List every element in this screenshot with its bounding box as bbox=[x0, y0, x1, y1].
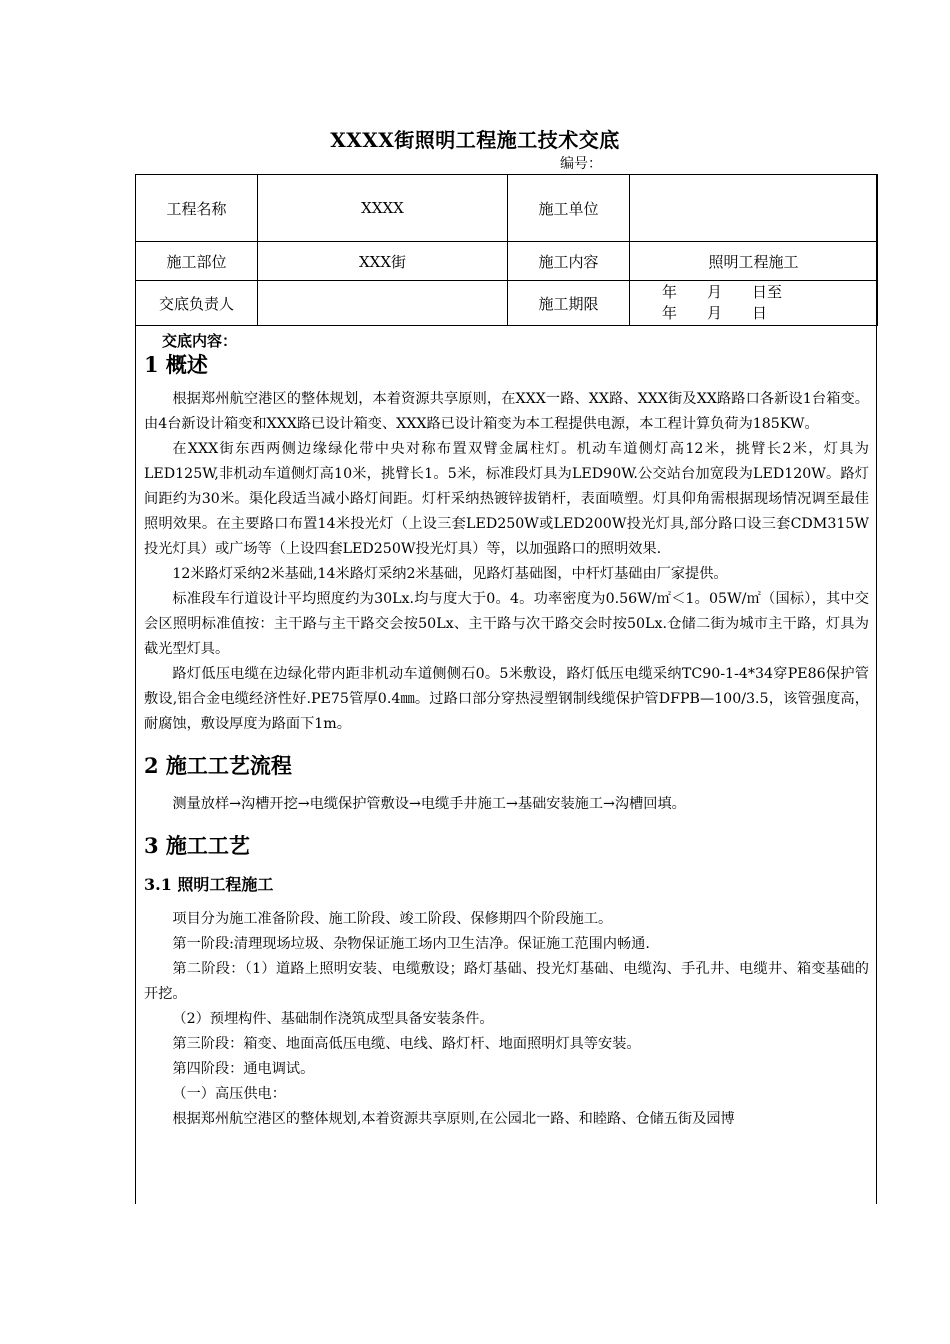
location-value: XXX街 bbox=[258, 242, 508, 281]
table-row bbox=[136, 242, 878, 281]
document-number-label: 编号： bbox=[560, 156, 602, 172]
section-1-heading: 1 概述 bbox=[144, 352, 208, 377]
project-name-label: 工程名称 bbox=[136, 175, 258, 242]
content-label: 交底内容： bbox=[162, 332, 238, 350]
scope-value: 照明工程施工 bbox=[630, 242, 878, 281]
section-3-paragraph: 第三阶段：箱变、地面高低压电缆、电线、路灯杆、地面照明灯具等安装。 bbox=[172, 1036, 641, 1052]
contractor-label: 施工单位 bbox=[508, 175, 630, 242]
section-3-paragraph: （2）预埋构件、基础制作浇筑成型具备安装条件。 bbox=[172, 1011, 494, 1027]
period-start: 年 月 日至 bbox=[662, 283, 783, 301]
section-2-heading: 2 施工工艺流程 bbox=[144, 753, 292, 778]
section-1-paragraph: 标准段车行道设计平均照度约为30Lx.均与度大于0。4。功率密度为0.56W/㎡＜1。05W/㎡（国标），其中交会区照明标准值按：主干路与主干路交会按50Lx、主干路与次干路交会时按50Lx.仓储二街为城市主干路，灯具为截光型灯具。 bbox=[144, 591, 869, 657]
section-3-paragraph: 项目分为施工准备阶段、施工阶段、竣工阶段、保修期四个阶段施工。 bbox=[172, 911, 613, 927]
table-row bbox=[136, 175, 878, 242]
scope-label: 施工内容 bbox=[508, 242, 630, 281]
owner-value bbox=[258, 281, 508, 326]
section-1-paragraph: 路灯低压电缆在边绿化带内距非机动车道侧侧石0。5米敷设，路灯低压电缆采纳TC90-1-4*34穿PE86保护管敷设,铝合金电缆经济性好.PE75管厚0.4㎜。过路口部分穿热浸塑钢制线缆保护管DFPB—100/3.5，该管强度高，耐腐蚀，敷设厚度为路面下1m。 bbox=[144, 666, 869, 732]
section-2-paragraph: 测量放样→沟槽开挖→电缆保护管敷设→电缆手井施工→基础安装施工→沟槽回填。 bbox=[172, 796, 686, 812]
project-info-table bbox=[135, 174, 878, 326]
section-3-paragraph: 第一阶段:清理现场垃圾、杂物保证施工场内卫生洁净。保证施工范围内畅通. bbox=[172, 936, 650, 952]
project-name-value: XXXX bbox=[258, 175, 508, 242]
period-end: 年 月 日 bbox=[662, 304, 768, 322]
period-label: 施工期限 bbox=[508, 281, 630, 326]
table-row bbox=[136, 281, 878, 326]
section-3-paragraph: （一）高压供电： bbox=[172, 1086, 286, 1102]
contractor-value bbox=[630, 175, 878, 242]
section-1-paragraph: 根据郑州航空港区的整体规划，本着资源共享原则，在XXX一路、XX路、XXX街及XX路路口各新设1台箱变。由4台新设计箱变和XXX路已设计箱变、XXX路已设计箱变为本工程提供电源，本工程计算负荷为185KW。 bbox=[144, 391, 869, 432]
owner-label: 交底负责人 bbox=[136, 281, 258, 326]
document-title: XXXX街照明工程施工技术交底 bbox=[330, 128, 620, 152]
location-label: 施工部位 bbox=[136, 242, 258, 281]
section-3-paragraph: 第二阶段：（1）道路上照明安装、电缆敷设；路灯基础、投光灯基础、电缆沟、手孔井、电缆井、箱变基础的开挖。 bbox=[144, 961, 869, 1002]
section-3-paragraph: 根据郑州航空港区的整体规划,本着资源共享原则,在公园北一路、和睦路、仓储五街及园博 bbox=[172, 1111, 735, 1127]
briefing-content bbox=[144, 330, 869, 1132]
section-3-heading: 3 施工工艺 bbox=[144, 833, 250, 858]
section-1-paragraph: 在XXX街东西两侧边缘绿化带中央对称布置双臂金属柱灯。机动车道侧灯高12米，挑臂长2米，灯具为LED125W,非机动车道侧灯高10米，挑臂长1。5米，标准段灯具为LED90W.公交站台加宽段为LED120W。路灯间距约为30米。渠化段适当减小路灯间距。灯杆采纳热镀锌拔销杆，表面喷塑。灯具仰角需根据现场情况调至最佳照明效果。在主要路口布置14米投光灯（上设三套LED250W或LED200W投光灯具,部分路口设三套CDM315W投光灯具）或广场等（上设四套LED250W投光灯具）等，以加强路口的照明效果. bbox=[144, 441, 869, 557]
period-value bbox=[630, 281, 878, 326]
section-1-paragraph: 12米路灯采纳2米基础,14米路灯采纳2米基础，见路灯基础图，中杆灯基础由厂家提供。 bbox=[172, 566, 728, 582]
section-3-paragraph: 第四阶段：通电调试。 bbox=[172, 1061, 315, 1077]
section-3-1-heading: 3.1 照明工程施工 bbox=[144, 875, 274, 894]
